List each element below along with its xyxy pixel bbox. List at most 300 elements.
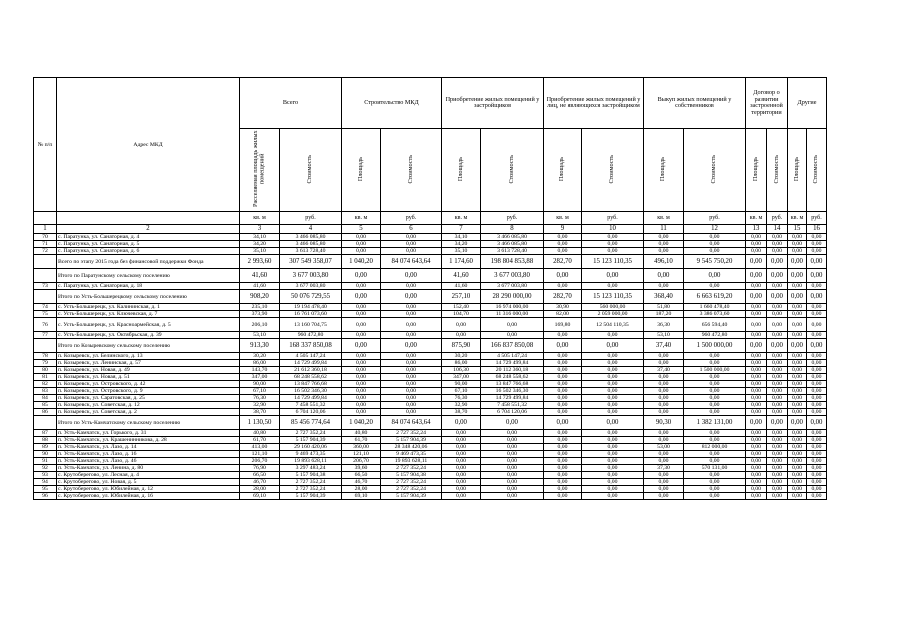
address-cell: Итого по Усть-Камчатскому сельскому поселению bbox=[57, 416, 240, 430]
column-number-cell: 13 bbox=[746, 225, 767, 234]
value-cell: 0,00 bbox=[582, 395, 644, 402]
value-cell: 32,90 bbox=[442, 402, 481, 409]
value-cell: 0,00 bbox=[582, 458, 644, 465]
value-cell: 0,00 bbox=[767, 486, 788, 493]
value-cell: 5 157 904,38 bbox=[280, 472, 342, 479]
sub-header-label: Стоимость bbox=[608, 154, 616, 184]
column-number-row bbox=[34, 225, 827, 234]
value-cell: 0,00 bbox=[746, 493, 767, 500]
value-cell: 0,00 bbox=[788, 465, 807, 472]
table-row bbox=[34, 241, 827, 248]
unit-cell: руб. bbox=[807, 212, 827, 225]
value-cell: 38,70 bbox=[442, 409, 481, 416]
table-row bbox=[34, 381, 827, 388]
value-cell: 0,00 bbox=[342, 409, 381, 416]
value-cell: 0,00 bbox=[582, 472, 644, 479]
value-cell: 39,60 bbox=[342, 465, 381, 472]
value-cell: 0,00 bbox=[746, 269, 767, 283]
value-cell: 28 290 000,00 bbox=[481, 290, 544, 304]
value-cell: 0,00 bbox=[746, 332, 767, 339]
value-cell: 0,00 bbox=[788, 451, 807, 458]
table-row bbox=[34, 451, 827, 458]
value-cell: 0,00 bbox=[544, 402, 582, 409]
value-cell: 0,00 bbox=[746, 458, 767, 465]
value-cell: 9 469 473,35 bbox=[280, 451, 342, 458]
subtotal-row bbox=[34, 339, 827, 353]
table-row bbox=[34, 248, 827, 255]
value-cell: 0,00 bbox=[767, 409, 788, 416]
value-cell: 0,00 bbox=[767, 360, 788, 367]
value-cell: 0,00 bbox=[544, 353, 582, 360]
value-cell: 0,00 bbox=[767, 290, 788, 304]
value-cell: 0,00 bbox=[767, 451, 788, 458]
value-cell: 0,00 bbox=[381, 248, 442, 255]
value-cell: 0,00 bbox=[582, 416, 644, 430]
value-cell: 0,00 bbox=[342, 332, 381, 339]
value-cell: 0,00 bbox=[544, 248, 582, 255]
value-cell: 0,00 bbox=[582, 248, 644, 255]
value-cell: 20 112 360,18 bbox=[481, 367, 544, 374]
value-cell: 0,00 bbox=[788, 479, 807, 486]
value-cell: 76,30 bbox=[442, 395, 481, 402]
sub-header-label: Площадь bbox=[456, 156, 464, 182]
value-cell: 0,00 bbox=[644, 248, 684, 255]
value-cell: 0,00 bbox=[684, 381, 746, 388]
value-cell: 0,00 bbox=[746, 472, 767, 479]
value-cell: 0,00 bbox=[582, 409, 644, 416]
value-cell: 0,00 bbox=[788, 430, 807, 437]
value-cell: 152,40 bbox=[442, 304, 481, 311]
value-cell: 0,00 bbox=[582, 332, 644, 339]
value-cell: 37,40 bbox=[644, 339, 684, 353]
value-cell: 0,00 bbox=[342, 283, 381, 290]
address-cell: п. Козыревск, ул. Новая, д. 49 bbox=[57, 367, 240, 374]
value-cell: 0,00 bbox=[684, 486, 746, 493]
value-cell: 0,00 bbox=[767, 458, 788, 465]
value-cell: 0,00 bbox=[767, 241, 788, 248]
value-cell: 0,00 bbox=[582, 402, 644, 409]
value-cell: 0,00 bbox=[481, 493, 544, 500]
row-number-cell: 82 bbox=[34, 381, 57, 388]
unit-cell: кв. м bbox=[788, 212, 807, 225]
value-cell: 206,70 bbox=[342, 458, 381, 465]
value-cell: 0,00 bbox=[381, 241, 442, 248]
sub-header-label: Расселяемая площадь жилых помещений bbox=[252, 130, 266, 208]
unit-cell: кв. м bbox=[644, 212, 684, 225]
value-cell: 0,00 bbox=[767, 332, 788, 339]
value-cell: 0,00 bbox=[684, 353, 746, 360]
value-cell: 206,10 bbox=[240, 318, 280, 332]
value-cell: 0,00 bbox=[767, 255, 788, 269]
value-cell: 0,00 bbox=[746, 388, 767, 395]
value-cell: 0,00 bbox=[746, 360, 767, 367]
value-cell: 0,00 bbox=[342, 381, 381, 388]
value-cell: 812 000,00 bbox=[684, 444, 746, 451]
value-cell: 960 472,80 bbox=[280, 332, 342, 339]
address-cell: п. Усть-Камчатск, ул. Лазо, д. 16 bbox=[57, 451, 240, 458]
value-cell: 90,00 bbox=[240, 381, 280, 388]
table-row bbox=[34, 444, 827, 451]
unit-cell: руб. bbox=[481, 212, 544, 225]
value-cell: 0,00 bbox=[807, 444, 827, 451]
value-cell: 82,00 bbox=[544, 311, 582, 318]
value-cell: 0,00 bbox=[746, 395, 767, 402]
value-cell: 570 131,00 bbox=[684, 465, 746, 472]
value-cell: 0,00 bbox=[381, 381, 442, 388]
table-row bbox=[34, 465, 827, 472]
value-cell: 0,00 bbox=[807, 283, 827, 290]
sub-header-cell bbox=[767, 129, 788, 212]
column-number-cell: 1 bbox=[34, 225, 57, 234]
value-cell: 35,10 bbox=[442, 248, 481, 255]
value-cell: 0,00 bbox=[746, 479, 767, 486]
value-cell: 0,00 bbox=[788, 402, 807, 409]
value-cell: 1 660 478,40 bbox=[684, 304, 746, 311]
value-cell: 0,00 bbox=[746, 367, 767, 374]
value-cell: 0,00 bbox=[381, 290, 442, 304]
value-cell: 656 594,40 bbox=[684, 318, 746, 332]
value-cell: 0,00 bbox=[544, 451, 582, 458]
value-cell: 30,90 bbox=[544, 304, 582, 311]
value-cell: 913,30 bbox=[240, 339, 280, 353]
value-cell: 0,00 bbox=[481, 416, 544, 430]
value-cell: 0,00 bbox=[767, 444, 788, 451]
address-cell: п. Козыревск, ул. Белинского, д. 13 bbox=[57, 353, 240, 360]
value-cell: 46,70 bbox=[240, 479, 280, 486]
col-header-num: № п/п bbox=[34, 78, 57, 212]
value-cell: 0,00 bbox=[788, 311, 807, 318]
value-cell: 13 160 704,75 bbox=[280, 318, 342, 332]
row-number-cell: 73 bbox=[34, 283, 57, 290]
value-cell: 28,00 bbox=[342, 486, 381, 493]
value-cell: 373,90 bbox=[240, 311, 280, 318]
value-cell: 1 130,50 bbox=[240, 416, 280, 430]
value-cell: 496,10 bbox=[644, 255, 684, 269]
row-number-cell bbox=[34, 290, 57, 304]
row-number-cell: 84 bbox=[34, 395, 57, 402]
address-cell: Итого по Козыревскому сельскому поселению bbox=[57, 339, 240, 353]
value-cell: 53,10 bbox=[644, 332, 684, 339]
value-cell: 0,00 bbox=[684, 360, 746, 367]
value-cell: 0,00 bbox=[544, 493, 582, 500]
value-cell: 0,00 bbox=[684, 395, 746, 402]
value-cell: 0,00 bbox=[381, 311, 442, 318]
address-cell: п. Козыревск, ул. Советская, д. 2 bbox=[57, 409, 240, 416]
value-cell: 0,00 bbox=[788, 290, 807, 304]
address-cell: с. Паратунка, ул. Санаторная, д. 5 bbox=[57, 241, 240, 248]
value-cell: 14 729 499,84 bbox=[280, 360, 342, 367]
value-cell: 0,00 bbox=[746, 304, 767, 311]
value-cell: 0,00 bbox=[342, 388, 381, 395]
value-cell: 0,00 bbox=[684, 493, 746, 500]
value-cell: 0,00 bbox=[807, 430, 827, 437]
value-cell: 3 466 085,80 bbox=[280, 234, 342, 241]
value-cell: 16 761 073,60 bbox=[280, 311, 342, 318]
subtotal-row bbox=[34, 290, 827, 304]
value-cell: 875,90 bbox=[442, 339, 481, 353]
value-cell: 0,00 bbox=[807, 381, 827, 388]
value-cell: 0,00 bbox=[442, 318, 481, 332]
sub-header-cell bbox=[684, 129, 746, 212]
sub-header-label: Площадь bbox=[356, 156, 364, 182]
value-cell: 0,00 bbox=[644, 486, 684, 493]
sub-header-cell bbox=[807, 129, 827, 212]
value-cell: 0,00 bbox=[544, 437, 582, 444]
value-cell: 16 974 000,00 bbox=[481, 304, 544, 311]
value-cell: 0,00 bbox=[807, 290, 827, 304]
address-cell: с. Паратунка, ул. Санаторная, д. 18 bbox=[57, 283, 240, 290]
value-cell: 0,00 bbox=[481, 479, 544, 486]
value-cell: 198 804 853,88 bbox=[481, 255, 544, 269]
value-cell: 2 727 352,24 bbox=[381, 465, 442, 472]
value-cell: 169,80 bbox=[544, 318, 582, 332]
sub-header-label: Стоимость bbox=[507, 154, 515, 184]
value-cell: 307 549 358,07 bbox=[280, 255, 342, 269]
column-number-cell: 5 bbox=[342, 225, 381, 234]
value-cell: 0,00 bbox=[582, 465, 644, 472]
address-cell: Всего по этапу 2015 года без финансовой поддержки Фонда bbox=[57, 255, 240, 269]
value-cell: 0,00 bbox=[767, 248, 788, 255]
value-cell: 0,00 bbox=[807, 304, 827, 311]
value-cell: 143,70 bbox=[240, 367, 280, 374]
value-cell: 0,00 bbox=[767, 430, 788, 437]
table-row bbox=[34, 430, 827, 437]
row-number-cell: 74 bbox=[34, 304, 57, 311]
value-cell: 41,60 bbox=[442, 269, 481, 283]
value-cell: 0,00 bbox=[481, 444, 544, 451]
value-cell: 0,00 bbox=[767, 318, 788, 332]
value-cell: 0,00 bbox=[544, 339, 582, 353]
value-cell: 0,00 bbox=[807, 465, 827, 472]
value-cell: 3 677 003,80 bbox=[280, 269, 342, 283]
value-cell: 0,00 bbox=[381, 367, 442, 374]
value-cell: 0,00 bbox=[544, 458, 582, 465]
value-cell: 0,00 bbox=[746, 318, 767, 332]
value-cell: 0,00 bbox=[644, 269, 684, 283]
address-cell: с. Паратунка, ул. Санаторная, д. 4 bbox=[57, 234, 240, 241]
value-cell: 0,00 bbox=[788, 283, 807, 290]
table-row bbox=[34, 458, 827, 465]
row-number-cell bbox=[34, 339, 57, 353]
value-cell: 0,00 bbox=[442, 416, 481, 430]
sub-header-cell bbox=[442, 129, 481, 212]
value-cell: 0,00 bbox=[381, 353, 442, 360]
table-row bbox=[34, 367, 827, 374]
value-cell: 104,70 bbox=[442, 311, 481, 318]
value-cell: 86,00 bbox=[442, 360, 481, 367]
value-cell: 0,00 bbox=[481, 451, 544, 458]
value-cell: 9 469 473,35 bbox=[381, 451, 442, 458]
sub-header-cell bbox=[280, 129, 342, 212]
value-cell: 0,00 bbox=[342, 311, 381, 318]
value-cell: 90,30 bbox=[644, 416, 684, 430]
value-cell: 0,00 bbox=[582, 367, 644, 374]
value-cell: 0,00 bbox=[767, 234, 788, 241]
value-cell: 0,00 bbox=[788, 332, 807, 339]
value-cell: 0,00 bbox=[582, 437, 644, 444]
value-cell: 3 613 728,40 bbox=[481, 248, 544, 255]
sub-header-label: Стоимость bbox=[772, 154, 780, 184]
value-cell: 68 248 558,62 bbox=[280, 374, 342, 381]
value-cell: 0,00 bbox=[807, 367, 827, 374]
value-cell: 0,00 bbox=[746, 430, 767, 437]
value-cell: 0,00 bbox=[381, 318, 442, 332]
value-cell: 40,80 bbox=[240, 430, 280, 437]
value-cell: 0,00 bbox=[342, 234, 381, 241]
value-cell: 0,00 bbox=[644, 241, 684, 248]
value-cell: 0,00 bbox=[442, 430, 481, 437]
value-cell: 21 612 360,18 bbox=[280, 367, 342, 374]
value-cell: 0,00 bbox=[381, 374, 442, 381]
value-cell: 0,00 bbox=[544, 234, 582, 241]
table-row bbox=[34, 318, 827, 332]
value-cell: 1 174,60 bbox=[442, 255, 481, 269]
value-cell: 0,00 bbox=[544, 416, 582, 430]
value-cell: 84 074 643,64 bbox=[381, 416, 442, 430]
value-cell: 0,00 bbox=[342, 339, 381, 353]
unit-cell: кв. м bbox=[544, 212, 582, 225]
value-cell: 61,70 bbox=[240, 437, 280, 444]
value-cell: 0,00 bbox=[746, 409, 767, 416]
address-cell: п. Козыревск, ул. Островского, д. 9 bbox=[57, 388, 240, 395]
value-cell: 19 893 628,11 bbox=[381, 458, 442, 465]
value-cell: 6 704 120,06 bbox=[481, 409, 544, 416]
value-cell: 34,10 bbox=[442, 234, 481, 241]
sub-header-label: Стоимость bbox=[406, 154, 414, 184]
value-cell: 0,00 bbox=[767, 374, 788, 381]
unit-cell: руб. bbox=[684, 212, 746, 225]
value-cell: 0,00 bbox=[746, 234, 767, 241]
value-cell: 0,00 bbox=[684, 472, 746, 479]
value-cell: 37,30 bbox=[644, 465, 684, 472]
value-cell: 4 505 147,24 bbox=[280, 353, 342, 360]
column-number-cell: 15 bbox=[788, 225, 807, 234]
value-cell: 0,00 bbox=[767, 465, 788, 472]
table-row bbox=[34, 479, 827, 486]
value-cell: 6 704 120,06 bbox=[280, 409, 342, 416]
value-cell: 0,00 bbox=[767, 395, 788, 402]
sub-header-cell bbox=[544, 129, 582, 212]
value-cell: 0,00 bbox=[684, 283, 746, 290]
value-cell: 32,90 bbox=[240, 402, 280, 409]
col-header-address: Адрес МКД bbox=[57, 78, 240, 212]
value-cell: 13 847 766,68 bbox=[481, 381, 544, 388]
value-cell: 0,00 bbox=[544, 479, 582, 486]
value-cell: 0,00 bbox=[644, 381, 684, 388]
column-number-cell: 11 bbox=[644, 225, 684, 234]
value-cell: 0,00 bbox=[644, 395, 684, 402]
value-cell: 5 157 904,39 bbox=[381, 437, 442, 444]
value-cell: 0,00 bbox=[481, 332, 544, 339]
value-cell: 0,00 bbox=[788, 458, 807, 465]
value-cell: 3 466 085,80 bbox=[280, 241, 342, 248]
value-cell: 0,00 bbox=[442, 486, 481, 493]
column-number-cell: 8 bbox=[481, 225, 544, 234]
row-number-cell: 90 bbox=[34, 451, 57, 458]
unit-cell: кв. м bbox=[240, 212, 280, 225]
value-cell: 0,00 bbox=[767, 311, 788, 318]
address-cell: с. Усть-Большерецк, ул. Красноармейская, д. 5 bbox=[57, 318, 240, 332]
row-number-cell: 70 bbox=[34, 234, 57, 241]
group-header-other: Другие bbox=[788, 78, 827, 129]
value-cell: 0,00 bbox=[684, 402, 746, 409]
value-cell: 13 847 766,68 bbox=[280, 381, 342, 388]
row-number-cell: 87 bbox=[34, 430, 57, 437]
value-cell: 257,10 bbox=[442, 290, 481, 304]
group-header-construction: Строительство МКД bbox=[342, 78, 442, 129]
column-number-cell: 10 bbox=[582, 225, 644, 234]
value-cell: 76,30 bbox=[240, 395, 280, 402]
value-cell: 3 386 073,60 bbox=[684, 311, 746, 318]
value-cell: 0,00 bbox=[582, 444, 644, 451]
value-cell: 0,00 bbox=[767, 437, 788, 444]
value-cell: 0,00 bbox=[788, 269, 807, 283]
value-cell: 0,00 bbox=[381, 269, 442, 283]
value-cell: 0,00 bbox=[644, 409, 684, 416]
address-cell: п. Козыревск, ул. Островского, д. 42 bbox=[57, 381, 240, 388]
value-cell: 0,00 bbox=[342, 395, 381, 402]
value-cell: 0,00 bbox=[807, 388, 827, 395]
value-cell: 40,80 bbox=[342, 430, 381, 437]
value-cell: 0,00 bbox=[342, 318, 381, 332]
value-cell: 0,00 bbox=[582, 234, 644, 241]
value-cell: 0,00 bbox=[644, 374, 684, 381]
value-cell: 1 500 000,00 bbox=[684, 339, 746, 353]
value-cell: 0,00 bbox=[788, 255, 807, 269]
value-cell: 0,00 bbox=[481, 430, 544, 437]
table-row bbox=[34, 332, 827, 339]
value-cell: 0,00 bbox=[481, 472, 544, 479]
sub-header-cell bbox=[788, 129, 807, 212]
sub-header-cell bbox=[582, 129, 644, 212]
address-cell: с. Усть-Большерецк, ул. Калининская, д. 1 bbox=[57, 304, 240, 311]
value-cell: 2 727 352,24 bbox=[280, 430, 342, 437]
value-cell: 1 040,20 bbox=[342, 416, 381, 430]
value-cell: 0,00 bbox=[544, 444, 582, 451]
value-cell: 347,00 bbox=[442, 374, 481, 381]
value-cell: 360,00 bbox=[342, 444, 381, 451]
address-cell: с. Крутоберегово, ул. Новая, д. 5 bbox=[57, 479, 240, 486]
value-cell: 368,40 bbox=[644, 290, 684, 304]
table-row bbox=[34, 311, 827, 318]
value-cell: 0,00 bbox=[746, 402, 767, 409]
value-cell: 0,00 bbox=[807, 437, 827, 444]
table-body bbox=[34, 234, 827, 500]
value-cell: 0,00 bbox=[767, 388, 788, 395]
value-cell: 0,00 bbox=[544, 241, 582, 248]
value-cell: 0,00 bbox=[582, 479, 644, 486]
value-cell: 0,00 bbox=[684, 269, 746, 283]
value-cell: 0,00 bbox=[684, 451, 746, 458]
column-number-cell: 2 bbox=[57, 225, 240, 234]
value-cell: 0,00 bbox=[684, 409, 746, 416]
value-cell: 15 123 110,35 bbox=[582, 255, 644, 269]
subtotal-row bbox=[34, 416, 827, 430]
row-number-cell: 93 bbox=[34, 472, 57, 479]
value-cell: 0,00 bbox=[788, 353, 807, 360]
table-row bbox=[34, 402, 827, 409]
value-cell: 0,00 bbox=[342, 367, 381, 374]
value-cell: 3 466 085,80 bbox=[481, 241, 544, 248]
value-cell: 35,10 bbox=[240, 248, 280, 255]
value-cell: 28 348 420,06 bbox=[381, 444, 442, 451]
value-cell: 0,00 bbox=[807, 339, 827, 353]
value-cell: 187,20 bbox=[644, 311, 684, 318]
column-number-cell: 4 bbox=[280, 225, 342, 234]
value-cell: 3 466 085,80 bbox=[481, 234, 544, 241]
value-cell: 37,40 bbox=[644, 367, 684, 374]
value-cell: 4 505 147,24 bbox=[481, 353, 544, 360]
